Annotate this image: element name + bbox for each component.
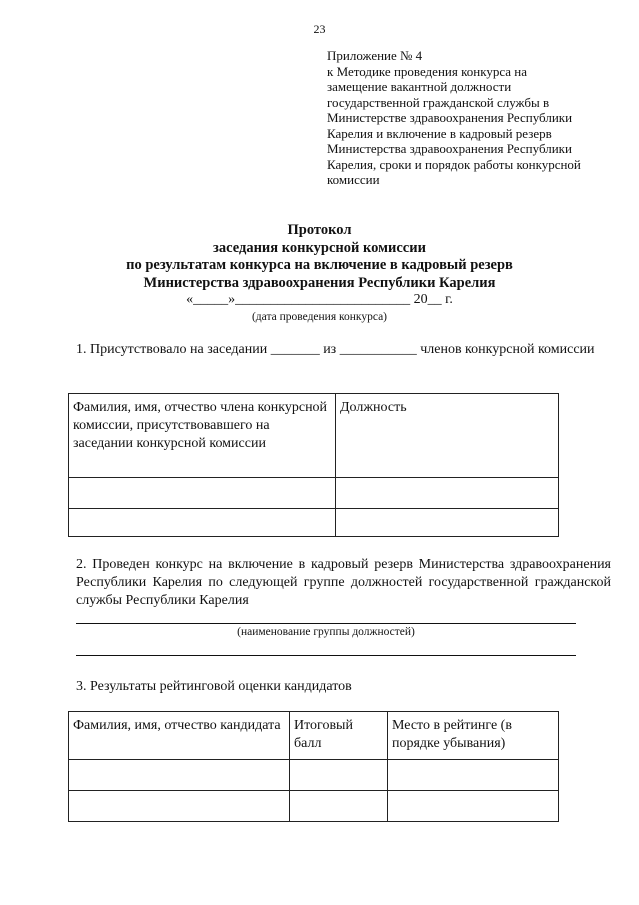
table-cell — [336, 478, 559, 509]
table-cell — [69, 478, 336, 509]
appendix-line: Министерстве здравоохранения Республики — [327, 110, 573, 125]
appendix-line: Министерства здравоохранения Республики — [327, 141, 572, 156]
members-table — [68, 393, 559, 537]
table-cell — [290, 760, 388, 791]
appendix-line: Приложение № 4 — [327, 48, 423, 63]
appendix-line: Карелия и включение в кадровый резерв — [327, 125, 552, 141]
table-cell — [69, 791, 290, 822]
title-line: Протокол — [287, 222, 352, 238]
date-line: «_____»_________________________ 20__ г. — [186, 292, 453, 307]
table-cell — [388, 791, 559, 822]
rating-table — [68, 711, 559, 822]
table-row — [69, 760, 559, 791]
title-line: по результатам конкурса на включение в кадровый резерв — [126, 257, 513, 273]
document-title — [0, 222, 639, 292]
section-2-text: 2. Проведен конкурс на включение в кадровый резерв Министерства здравоохранения Республики Карелия по следующей группе должностей государственной гражданской службы Республики Карелия — [76, 557, 611, 608]
rating-header-name: Фамилия, имя, отчество кандидата — [69, 712, 290, 760]
appendix-line: к Методике проведения конкурса на — [327, 63, 528, 79]
appendix-line: замещение вакантной должности — [327, 79, 512, 94]
members-header-position: Должность — [336, 394, 559, 478]
appendix-line: Карелия, сроки и порядок работы конкурсной — [327, 156, 581, 172]
table-cell — [69, 760, 290, 791]
section-1-text: 1. Присутствовало на заседании _______ из ___________ членов конкурсной комиссии — [76, 342, 595, 357]
title-line: Министерства здравоохранения Республики Карелия — [143, 274, 496, 291]
group-caption: (наименование группы должностей) — [237, 626, 415, 638]
members-header-name: Фамилия, имя, отчество члена конкурсной комиссии, присутствовавшего на заседании конкурсной комиссии — [69, 394, 336, 478]
page-number: 23 — [313, 22, 326, 36]
title-line: заседания конкурсной комиссии — [213, 239, 426, 256]
table-cell — [336, 509, 559, 537]
table-cell — [388, 760, 559, 791]
appendix-line: государственной гражданской службы в — [327, 94, 550, 110]
table-row — [69, 478, 559, 509]
table-cell — [69, 509, 336, 537]
table-row — [69, 509, 559, 537]
appendix-line: комиссии — [327, 172, 380, 187]
date-caption: (дата проведения конкурса) — [251, 311, 388, 323]
rating-header-place: Место в рейтинге (в порядке убывания) — [388, 712, 559, 760]
appendix-header — [327, 48, 627, 188]
fill-line — [76, 623, 576, 624]
section-3-text: 3. Результаты рейтинговой оценки кандидатов — [76, 679, 352, 694]
table-row — [69, 791, 559, 822]
fill-line — [76, 655, 576, 656]
rating-header-score: Итоговый балл — [290, 712, 388, 760]
table-cell — [290, 791, 388, 822]
